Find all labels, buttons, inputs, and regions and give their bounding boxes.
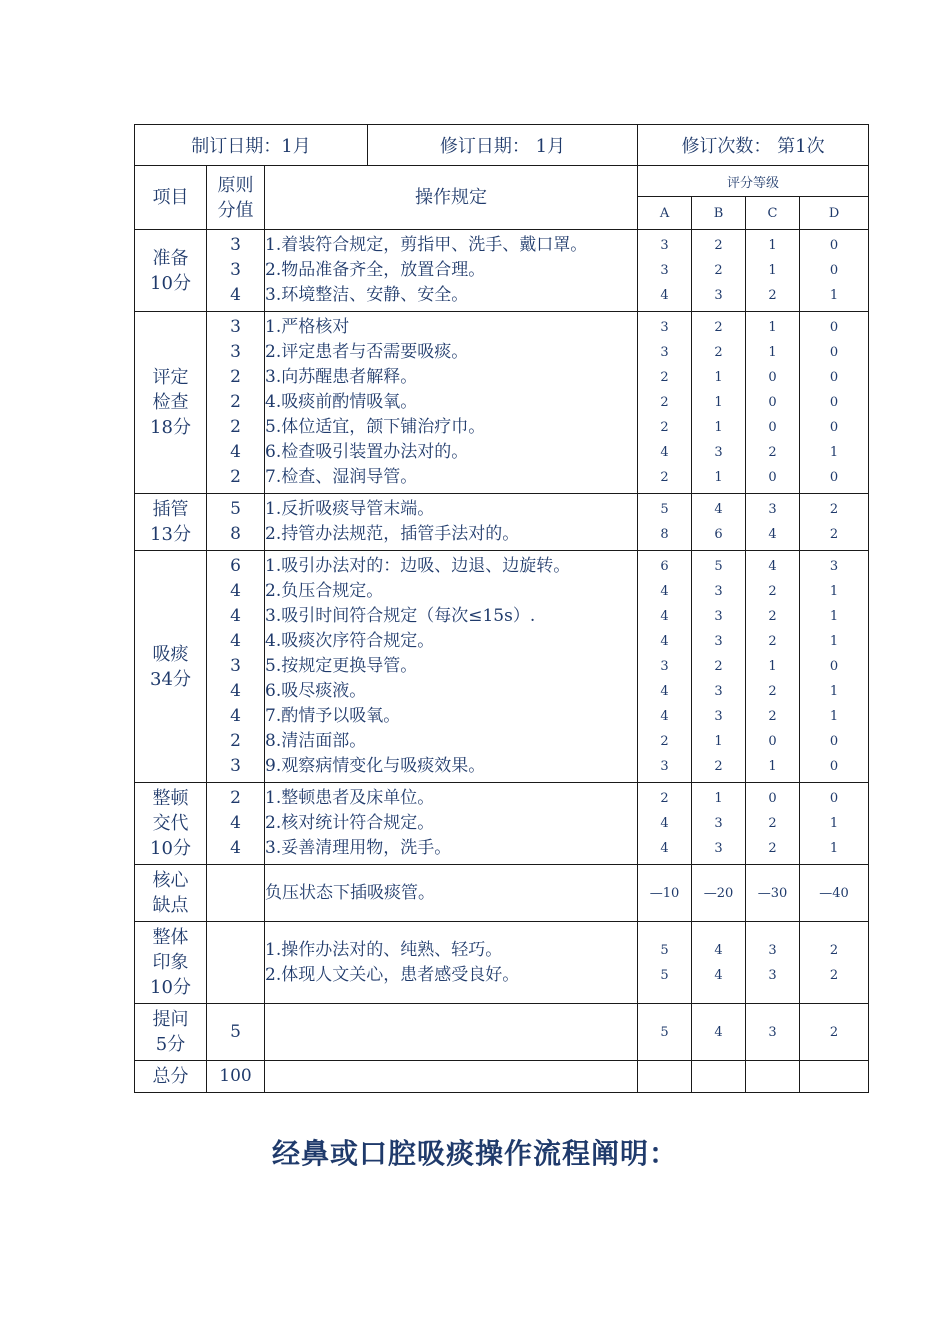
- base-score-cell: [207, 312, 265, 494]
- grade-value: 4: [660, 609, 669, 624]
- grade-value: 3: [660, 263, 669, 278]
- col-base-score-line1: 原则: [217, 174, 254, 196]
- question-label-line: 提问: [152, 1009, 189, 1030]
- grade-value: 0: [829, 263, 839, 278]
- grade-value: 1: [768, 238, 777, 253]
- grade-value: 1: [714, 420, 723, 435]
- grade-value: 1: [714, 395, 723, 410]
- grade-cell-c: [746, 783, 800, 865]
- section-label-line: 18分: [150, 417, 191, 438]
- question-score: 5: [207, 1004, 265, 1061]
- grade-value: 2: [714, 759, 723, 774]
- grade-value: 3: [660, 345, 669, 360]
- overall-grade: [692, 922, 746, 1004]
- overall-label-line: 印象: [152, 952, 189, 973]
- section-label: [135, 783, 207, 865]
- rule-text: 4.吸痰前酌情吸氧。: [265, 392, 418, 412]
- section-row: [135, 551, 869, 783]
- base-score: 2: [230, 417, 241, 437]
- page-title: 经鼻或口腔吸痰操作流程阐明：: [271, 1137, 678, 1170]
- grade-value: 2: [714, 659, 723, 674]
- grade-cell-a: [638, 551, 692, 783]
- question-grade: 2: [800, 1004, 869, 1061]
- grade-value: 4: [660, 709, 669, 724]
- section-label-line: 10分: [150, 838, 191, 859]
- rule-cell: [265, 551, 638, 783]
- grade-cell-d: [800, 230, 869, 312]
- core-defect-label-line: 核心: [152, 870, 189, 891]
- rule-cell: [265, 494, 638, 551]
- grade-value: 4: [660, 634, 669, 649]
- overall-row: [135, 922, 869, 1004]
- core-defect-label: [135, 865, 207, 922]
- grade-value: 2: [768, 684, 777, 699]
- grade-value: 3: [714, 609, 723, 624]
- rule-text: 3.向苏醒患者解释。: [265, 367, 418, 387]
- base-score: 3: [230, 342, 241, 362]
- total-grade: [746, 1061, 800, 1093]
- overall-label-line: 10分: [150, 977, 191, 998]
- section-label: [135, 312, 207, 494]
- base-score: 4: [230, 706, 241, 726]
- grade-cell-d: [800, 783, 869, 865]
- question-grade: 5: [638, 1004, 692, 1061]
- grade-value: 3: [768, 502, 777, 517]
- base-score: 4: [230, 285, 241, 305]
- section-label-line: 吸痰: [152, 643, 189, 665]
- grade-value: 3: [829, 559, 839, 574]
- base-score: 3: [230, 235, 241, 255]
- grade-cell-c: [746, 312, 800, 494]
- base-score: 3: [230, 260, 241, 280]
- revision-count: 修订次数： 第1次: [638, 125, 869, 166]
- overall-grade: [638, 922, 692, 1004]
- base-score: 2: [230, 731, 241, 751]
- grade-value: 1: [829, 609, 839, 624]
- rule-text: 5.体位适宜，颌下铺治疗巾。: [265, 417, 486, 437]
- grade-value: 1: [768, 263, 777, 278]
- core-defect-grade: —30: [746, 865, 800, 922]
- grade-cell-b: [692, 783, 746, 865]
- grade-value: 3: [768, 942, 777, 958]
- section-label-line: 10分: [150, 272, 191, 294]
- base-score: 3: [230, 656, 241, 676]
- section-label-line: 检查: [152, 392, 189, 413]
- grade-value: 2: [768, 634, 777, 649]
- grade-value: 0: [768, 370, 777, 385]
- header-dates-cell: [135, 125, 638, 166]
- col-base-score: [207, 166, 265, 230]
- base-score: 4: [230, 681, 241, 701]
- grade-value: 2: [768, 609, 777, 624]
- grade-letter-a: A: [638, 197, 692, 230]
- grade-letter-d: D: [800, 197, 869, 230]
- grade-cell-b: [692, 494, 746, 551]
- core-defect-score: [207, 865, 265, 922]
- section-label-line: 准备: [152, 247, 189, 269]
- grade-value: 3: [660, 759, 669, 774]
- rule-text: 1.吸引办法对的：边吸、边退、边旋转。: [265, 556, 571, 576]
- rule-text: 9.观察病情变化与吸痰效果。: [265, 756, 486, 776]
- rule-text: 3.环境整洁、安静、安全。: [265, 285, 469, 305]
- grade-value: 1: [829, 684, 839, 699]
- base-score-cell: [207, 494, 265, 551]
- total-score: 100: [207, 1061, 265, 1093]
- section-label: [135, 551, 207, 783]
- grade-value: 0: [768, 470, 777, 485]
- rule-text: 5.按规定更换导管。: [265, 656, 418, 676]
- grade-value: 1: [768, 345, 777, 360]
- col-rule: 操作规定: [265, 166, 638, 230]
- grade-value: 4: [660, 584, 669, 599]
- revised-date: 修订日期： 1月: [439, 136, 566, 157]
- grade-value: 1: [829, 634, 839, 649]
- grade-value: 2: [714, 238, 723, 253]
- grade-value: 5: [660, 502, 669, 517]
- section-label: [135, 494, 207, 551]
- rule-text: 6.检查吸引装置办法对的。: [265, 442, 469, 462]
- base-score: 4: [230, 813, 241, 833]
- grade-value: 1: [714, 791, 723, 806]
- grade-value: 2: [660, 395, 669, 410]
- grade-value: 3: [714, 841, 723, 856]
- core-defect-grade: —40: [800, 865, 869, 922]
- grade-cell-a: [638, 783, 692, 865]
- base-score: 6: [230, 556, 241, 576]
- grade-value: 3: [714, 709, 723, 724]
- base-score-cell: [207, 230, 265, 312]
- overall-score: [207, 922, 265, 1004]
- base-score: 3: [230, 756, 241, 776]
- grade-value: 5: [660, 967, 669, 983]
- section-label-line: 插管: [152, 499, 189, 520]
- grade-value: 1: [829, 816, 839, 831]
- section-label-line: 34分: [150, 668, 191, 690]
- grade-cell-d: [800, 494, 869, 551]
- core-defect-rule: 负压状态下插吸痰管。: [265, 865, 638, 922]
- rule-text: 8.清洁面部。: [265, 731, 367, 751]
- total-grade: [638, 1061, 692, 1093]
- col-base-score-line2: 分值: [217, 199, 254, 221]
- rule-text: 7.酌情予以吸氧。: [265, 706, 401, 726]
- base-score: 4: [230, 581, 241, 601]
- grade-cell-d: [800, 312, 869, 494]
- grade-value: 1: [829, 709, 839, 724]
- rule-text: 2.核对统计符合规定。: [265, 813, 435, 833]
- base-score: 3: [230, 317, 241, 337]
- grade-cell-c: [746, 551, 800, 783]
- grade-value: 0: [829, 470, 839, 485]
- grade-value: 1: [714, 370, 723, 385]
- grade-cell-b: [692, 312, 746, 494]
- total-grade: [692, 1061, 746, 1093]
- grade-value: 6: [714, 527, 723, 542]
- grade-value: 3: [660, 659, 669, 674]
- base-score: 4: [230, 838, 241, 858]
- grade-value: 1: [829, 288, 839, 303]
- header-row: [135, 125, 869, 166]
- grade-value: 0: [829, 320, 839, 335]
- grade-value: 0: [829, 395, 839, 410]
- grade-value: 2: [660, 420, 669, 435]
- grade-value: 2: [829, 527, 839, 542]
- rule-text: 6.吸尽痰液。: [265, 681, 367, 701]
- grade-cell-b: [692, 230, 746, 312]
- rule-text: 3.妥善清理用物，洗手。: [265, 838, 452, 858]
- total-grade: [800, 1061, 869, 1093]
- grade-value: 8: [660, 527, 669, 542]
- grade-value: 2: [768, 584, 777, 599]
- grade-value: 4: [714, 502, 723, 517]
- grade-value: 4: [660, 288, 669, 303]
- grade-value: 3: [714, 684, 723, 699]
- grade-value: 2: [768, 445, 777, 460]
- base-score: 4: [230, 606, 241, 626]
- column-header-row: [135, 166, 869, 197]
- grade-value: 2: [660, 734, 669, 749]
- base-score: 2: [230, 392, 241, 412]
- grade-value: 1: [714, 470, 723, 485]
- grade-value: 1: [768, 320, 777, 335]
- grade-value: 2: [829, 502, 839, 517]
- total-rule: [265, 1061, 638, 1093]
- grade-value: 2: [829, 942, 839, 958]
- grade-value: 0: [829, 791, 839, 806]
- grade-value: 5: [660, 942, 669, 958]
- rule-text: 2.评定患者与否需要吸痰。: [265, 342, 469, 362]
- rule-text: 2.物品准备齐全，放置合理。: [265, 260, 486, 280]
- grade-value: 1: [768, 659, 777, 674]
- grade-value: 4: [768, 527, 777, 542]
- grade-cell-c: [746, 494, 800, 551]
- grade-cell-b: [692, 551, 746, 783]
- core-defect-row: [135, 865, 869, 922]
- core-defect-label-line: 缺点: [152, 895, 189, 916]
- grade-value: 2: [768, 709, 777, 724]
- grade-value: 4: [660, 841, 669, 856]
- section-label-line: 整顿: [152, 788, 189, 809]
- section-row: [135, 494, 869, 551]
- grade-value: 4: [768, 559, 777, 574]
- col-grade: 评分等级: [638, 166, 869, 197]
- grade-cell-a: [638, 312, 692, 494]
- rule-text: 1.反折吸痰导管末端。: [265, 499, 435, 519]
- grade-value: 6: [660, 559, 669, 574]
- rule-text: 1.严格核对: [265, 317, 350, 337]
- grade-value: 3: [768, 967, 777, 983]
- grade-value: 3: [714, 816, 723, 831]
- rule-text: 2.持管办法规范，插管手法对的。: [265, 524, 520, 544]
- grade-value: 0: [829, 734, 839, 749]
- grade-value: 0: [829, 759, 839, 774]
- base-score: 2: [230, 467, 241, 487]
- section-label: [135, 230, 207, 312]
- base-score: 8: [230, 524, 241, 544]
- total-row: [135, 1061, 869, 1093]
- col-item: 项目: [135, 166, 207, 230]
- base-score: 4: [230, 631, 241, 651]
- rule-text: 2.负压合规定。: [265, 581, 384, 601]
- grade-value: 0: [829, 345, 839, 360]
- grade-value: 5: [714, 559, 723, 574]
- core-defect-grade: —10: [638, 865, 692, 922]
- base-score-cell: [207, 783, 265, 865]
- grade-value: 3: [660, 320, 669, 335]
- grade-value: 0: [829, 420, 839, 435]
- grade-value: 2: [829, 967, 839, 983]
- core-defect-grade: —20: [692, 865, 746, 922]
- section-label-line: 评定: [152, 367, 189, 388]
- rule-text: 4.吸痰次序符合规定。: [265, 631, 435, 651]
- grade-cell-d: [800, 551, 869, 783]
- section-label-line: 交代: [152, 813, 189, 834]
- overall-grade: [800, 922, 869, 1004]
- grade-value: 4: [660, 816, 669, 831]
- overall-label-line: 整体: [152, 927, 189, 948]
- rule-cell: [265, 783, 638, 865]
- grade-value: 3: [660, 238, 669, 253]
- grade-value: 2: [714, 320, 723, 335]
- base-score: 2: [230, 788, 241, 808]
- rule-text: 3.吸引时间符合规定（每次≤15s）.: [265, 606, 536, 626]
- grade-value: 2: [714, 345, 723, 360]
- base-score: 5: [230, 499, 241, 519]
- rule-cell: [265, 230, 638, 312]
- grade-value: 2: [660, 370, 669, 385]
- grade-cell-a: [638, 230, 692, 312]
- grade-value: 4: [660, 445, 669, 460]
- grade-letter-c: C: [746, 197, 800, 230]
- grade-cell-a: [638, 494, 692, 551]
- grade-letter-b: B: [692, 197, 746, 230]
- overall-grade: [746, 922, 800, 1004]
- grade-value: 0: [829, 238, 839, 253]
- section-row: [135, 230, 869, 312]
- grade-value: 1: [829, 445, 839, 460]
- rule-cell: [265, 312, 638, 494]
- scoring-table: [134, 124, 869, 1093]
- grade-value: 4: [714, 942, 723, 958]
- grade-value: 3: [714, 288, 723, 303]
- grade-value: 0: [829, 370, 839, 385]
- overall-rule: [265, 922, 638, 1004]
- rule-text: 7.检查、湿润导管。: [265, 467, 418, 487]
- grade-value: 3: [714, 634, 723, 649]
- grade-value: 3: [714, 445, 723, 460]
- section-label-line: 13分: [150, 524, 191, 545]
- grade-value: 2: [660, 470, 669, 485]
- base-score: 2: [230, 367, 241, 387]
- rule-text: 2.体现人文关心，患者感受良好。: [265, 964, 520, 985]
- grade-value: 0: [768, 420, 777, 435]
- grade-value: 2: [768, 288, 777, 303]
- question-grade: 3: [746, 1004, 800, 1061]
- base-score: 4: [230, 442, 241, 462]
- grade-value: 1: [714, 734, 723, 749]
- question-rule: [265, 1004, 638, 1061]
- overall-label: [135, 922, 207, 1004]
- rule-text: 1.着装符合规定，剪指甲、洗手、戴口罩。: [265, 235, 588, 255]
- made-date: 制订日期：1月: [135, 125, 368, 165]
- grade-value: 1: [829, 841, 839, 856]
- grade-value: 2: [714, 263, 723, 278]
- grade-value: 3: [714, 584, 723, 599]
- grade-value: 4: [714, 967, 723, 983]
- question-grade: 4: [692, 1004, 746, 1061]
- grade-value: 1: [768, 759, 777, 774]
- grade-value: 2: [768, 841, 777, 856]
- grade-cell-c: [746, 230, 800, 312]
- rule-text: 1.操作办法对的、纯熟、轻巧。: [265, 939, 503, 960]
- section-row: [135, 783, 869, 865]
- section-row: [135, 312, 869, 494]
- question-label-line: 5分: [155, 1034, 186, 1055]
- grade-value: 2: [768, 816, 777, 831]
- grade-value: 0: [768, 734, 777, 749]
- question-label: [135, 1004, 207, 1061]
- grade-value: 4: [660, 684, 669, 699]
- total-label: 总分: [135, 1061, 207, 1093]
- rule-text: 1.整顿患者及床单位。: [265, 788, 435, 808]
- question-row: [135, 1004, 869, 1061]
- grade-value: 0: [768, 395, 777, 410]
- base-score-cell: [207, 551, 265, 783]
- grade-value: 2: [660, 791, 669, 806]
- grade-value: 0: [829, 659, 839, 674]
- grade-value: 1: [829, 584, 839, 599]
- grade-value: 0: [768, 791, 777, 806]
